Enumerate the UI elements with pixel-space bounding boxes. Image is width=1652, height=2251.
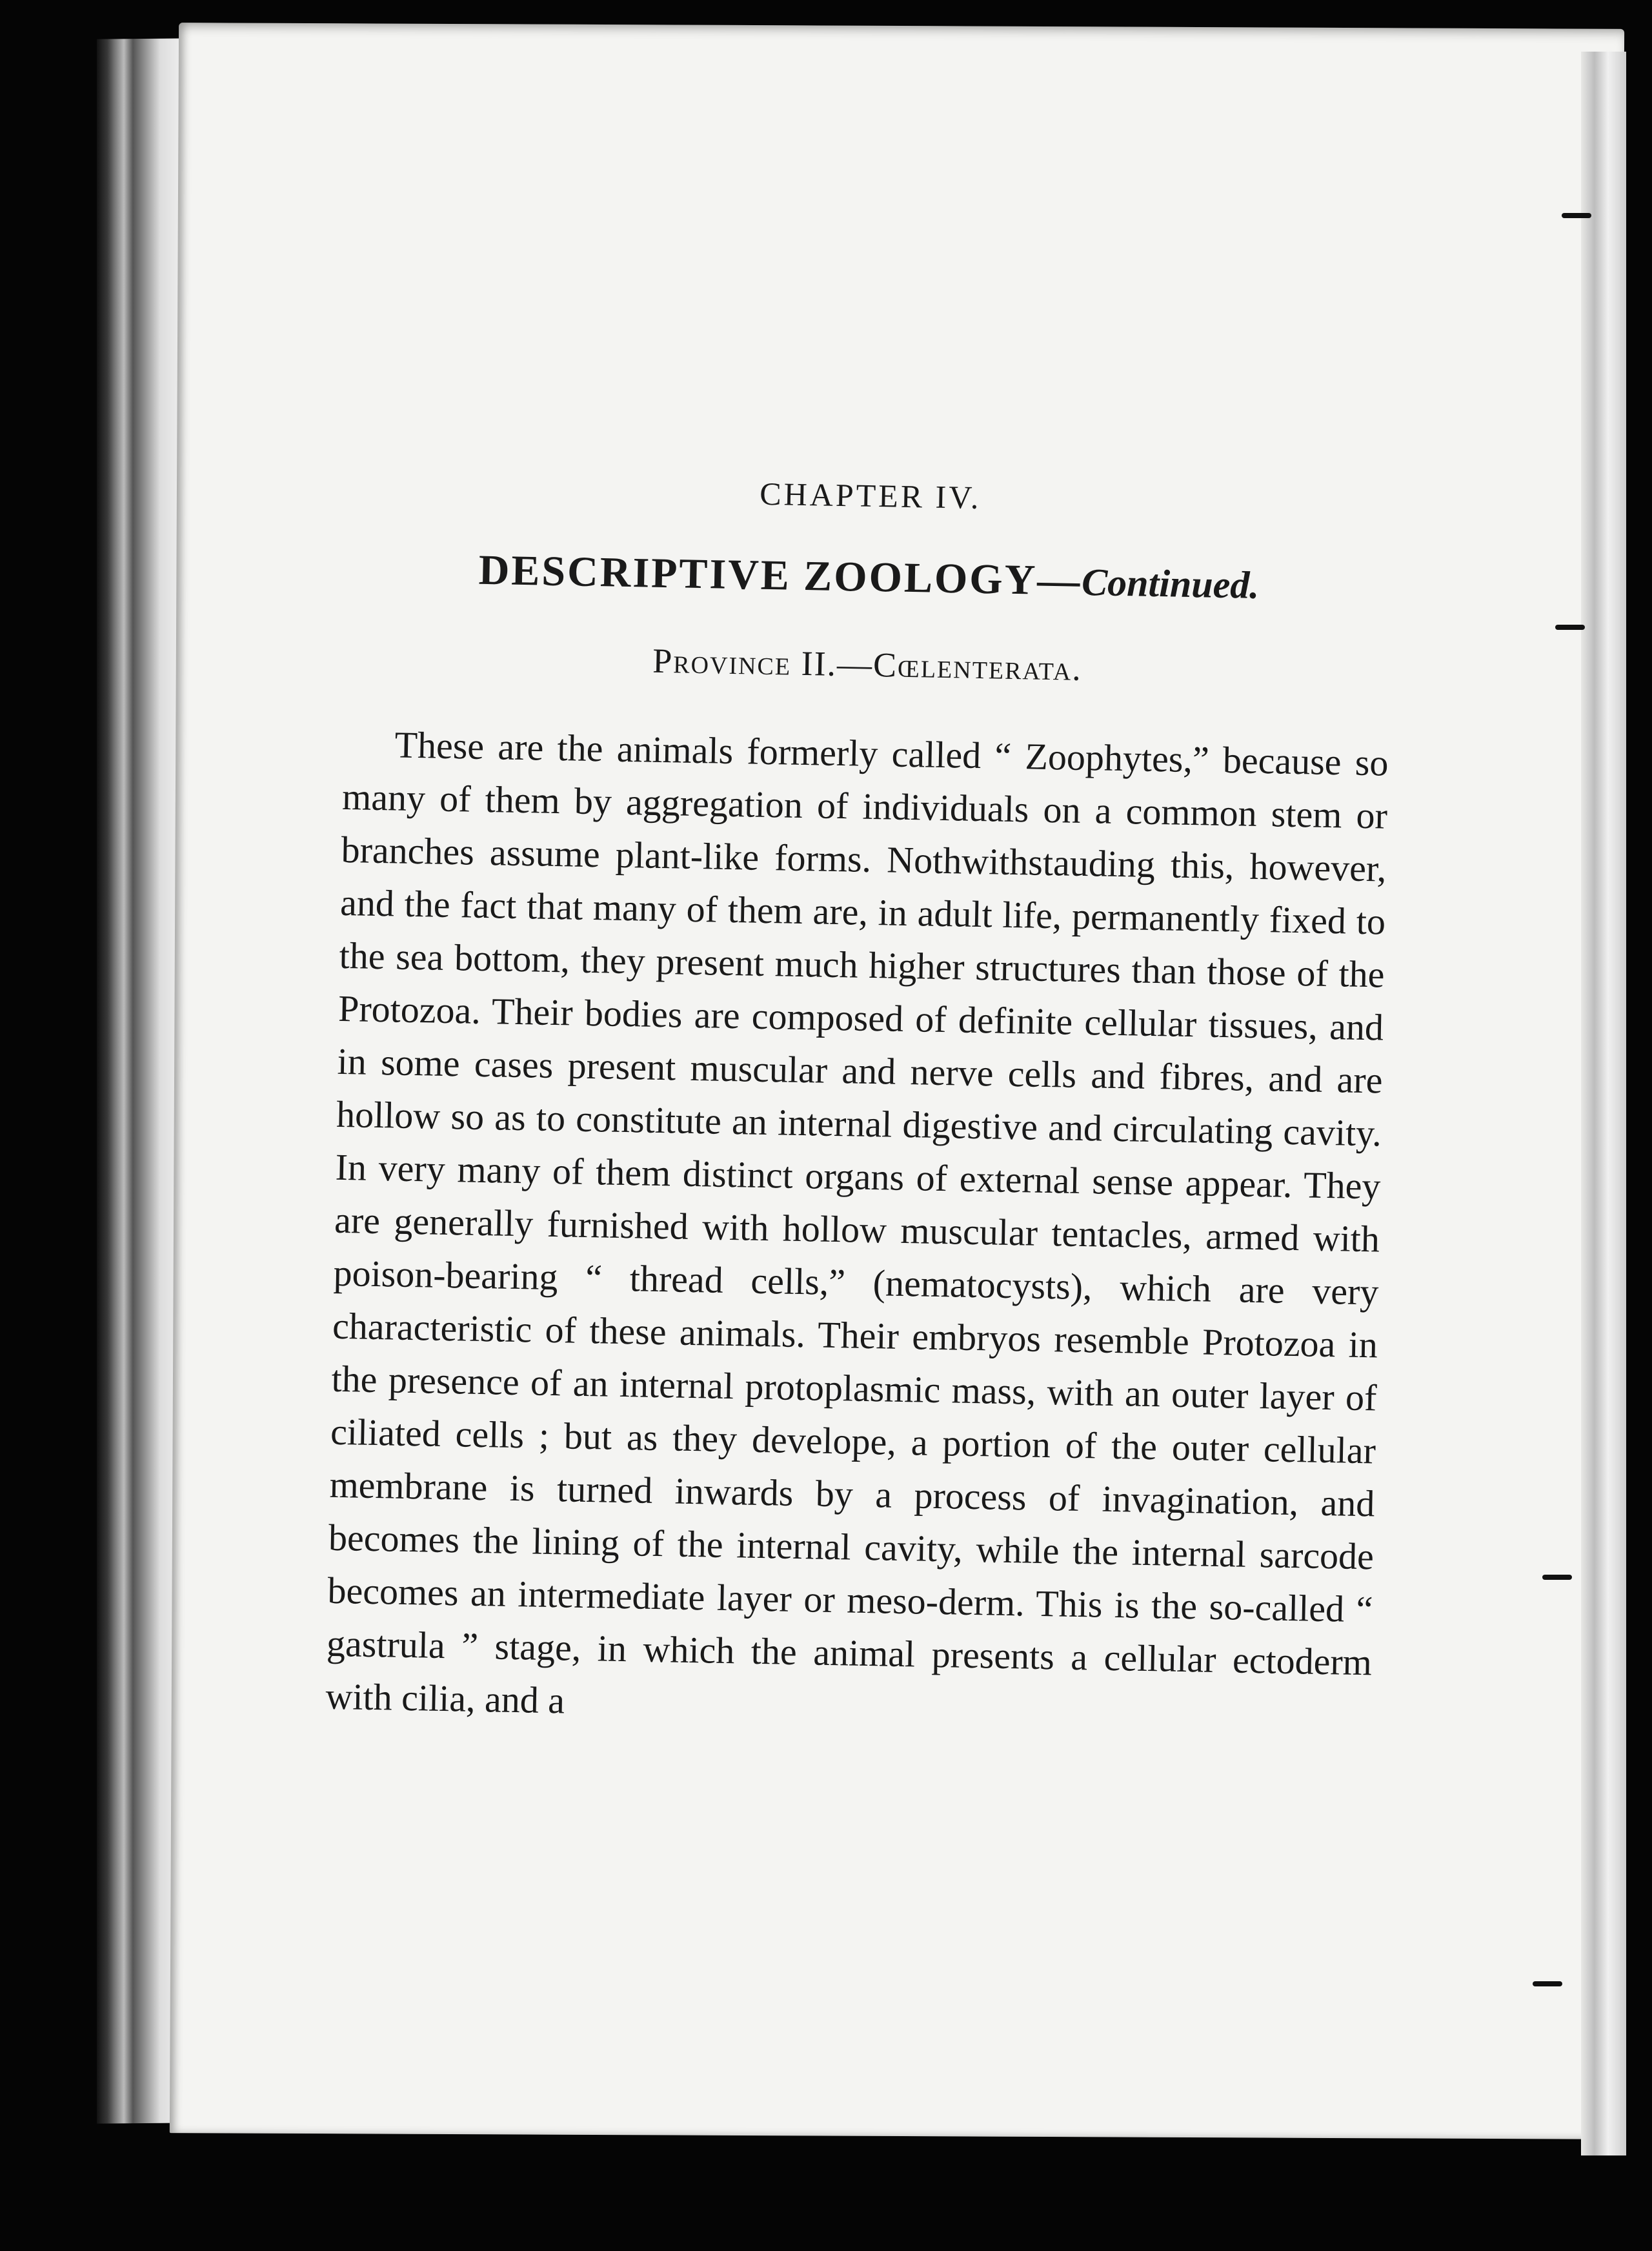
section-title-main: DESCRIPTIVE ZOOLOGY— — [478, 546, 1082, 605]
margin-mark — [1542, 1575, 1572, 1580]
chapter-heading: CHAPTER IV. — [759, 475, 982, 516]
body-paragraph: These are the animals formerly called “ Zoophytes,” because so many of them by aggregation of individuals on a common stem or branches assume plant-like forms. Nothwithstauding this, however, and the fact that many of them are, in adult life, permanently fixed to the sea bottom, they present much higher structures than those of the Protozoa. Their bodies are composed of definite cellular tissues, and in some cases present muscular and nerve cells and fibres, and are hollow so as to constitute an internal digestive and circulating cavity. In very many of them distinct organs of external sense appear. They are generally furnished with hollow muscular tentacles, armed with poison-bearing “ thread cells,” (nematocysts), which are very characteristic of these animals. Their embryos resemble Protozoa in the presence of an internal protoplasmic mass, with an outer layer of ciliated cells ; but as they develope, a portion of the outer cellular membrane is turned inwards by a process of invagination, and becomes the lining of the internal cavity, while the internal sarcode becomes an intermediate layer or meso-derm. This is the so-called “ gastrula ” stage, in which the animal presents a cellular ectoderm with cilia, and a — [325, 723, 1389, 1722]
province-heading: Province II.—Cœlenterata. — [652, 641, 1083, 688]
margin-mark — [1533, 1981, 1562, 1986]
section-title — [346, 543, 1392, 612]
book-page-edges-right — [1581, 52, 1626, 2155]
page-text-block — [325, 452, 1394, 1742]
section-title-continued: Continued. — [1081, 560, 1260, 607]
margin-mark — [1555, 625, 1585, 630]
margin-mark — [1562, 213, 1591, 218]
